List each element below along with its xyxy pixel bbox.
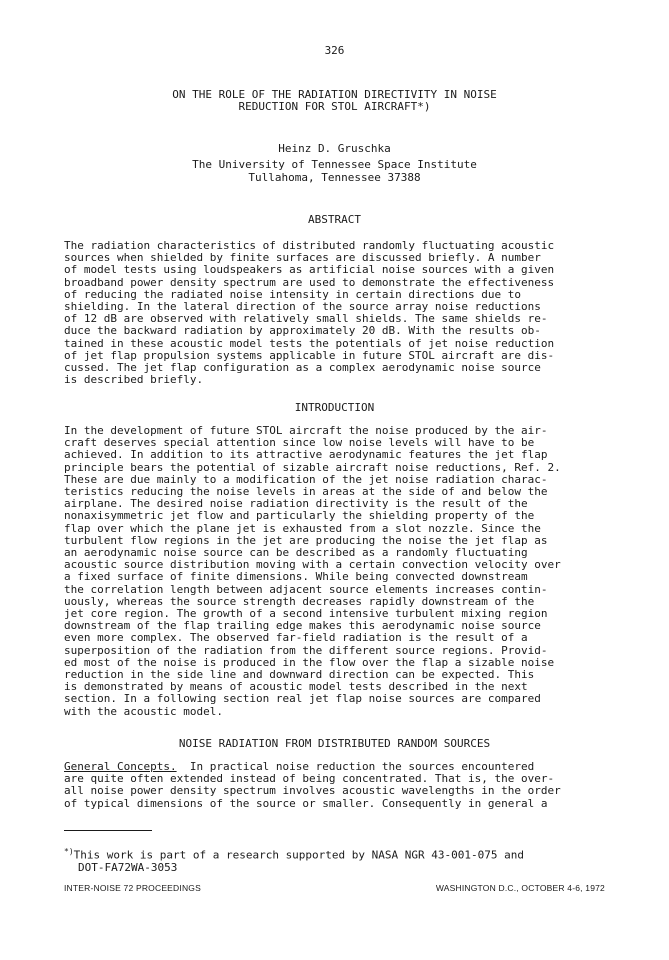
- introduction-line: section. In a following section real jet flap noise sources are compared: [64, 693, 541, 706]
- abstract-line: of 12 dB are observed with relatively small shields. The same shields re-: [64, 313, 548, 326]
- introduction-line: airplane. The desired noise radiation directivity is the result of the: [64, 498, 528, 511]
- introduction-line: even more complex. The observed far-field radiation is the result of a: [64, 632, 528, 645]
- abstract-line: of model tests using loudspeakers as artificial noise sources with a given: [64, 264, 555, 277]
- abstract-line: broadband power density spectrum are used to demonstrate the effectiveness: [64, 276, 555, 289]
- abstract-line: tained in these acoustic model tests the potentials of jet noise reduction: [64, 337, 555, 350]
- section-first-line-rest: In practical noise reduction the sources encountered: [176, 761, 535, 773]
- introduction-line: reduction in the side line and downward direction can be expected. This: [64, 669, 535, 682]
- page-number: 326: [324, 44, 345, 57]
- footnote-marker: *): [64, 847, 74, 856]
- abstract-line: of reducing the radiated noise intensity in certain directions due to: [64, 288, 521, 301]
- introduction-line: an aerodynamic noise source can be described as a randomly fluctuating: [64, 547, 528, 560]
- section-line: of typical dimensions of the source or smaller. Consequently in general a: [64, 797, 548, 810]
- introduction-line: is demonstrated by means of acoustic model tests described in the next: [64, 681, 528, 694]
- section-line: are quite often extended instead of being concentrated. That is, the over-: [64, 773, 555, 786]
- footnote-line-2: DOT-FA72WA-3053: [78, 860, 178, 874]
- paper-title-line-1: ON THE ROLE OF THE RADIATION DIRECTIVITY IN NOISE: [172, 88, 497, 101]
- section-body: [64, 761, 604, 810]
- abstract-line: shielding. In the lateral direction of the source array noise reductions: [64, 301, 541, 314]
- introduction-line: teristics reducing the noise levels in areas at the side of and below the: [64, 486, 548, 499]
- abstract-line: cussed. The jet flap configuration as a complex aerodynamic noise source: [64, 362, 541, 375]
- introduction-line: downstream of the flap trailing edge makes this aerodynamic noise source: [64, 620, 541, 633]
- footnote: [64, 846, 524, 874]
- abstract-line: sources when shielded by finite surfaces are discussed briefly. A number: [64, 252, 541, 265]
- abstract-line: The radiation characteristics of distributed randomly fluctuating acoustic: [64, 240, 555, 252]
- introduction-line: principle bears the potential of sizable aircraft noise reductions, Ref. 2.: [64, 461, 561, 474]
- abstract-line: of jet flap propulsion systems applicable in future STOL aircraft are dis-: [64, 349, 555, 362]
- footnote-line-1: This work is part of a research supported by NASA NGR 43-001-075 and: [73, 848, 524, 862]
- abstract-body: [64, 240, 604, 386]
- introduction-line: acoustic source distribution moving with a certain convection velocity over: [64, 559, 561, 572]
- abstract-heading: ABSTRACT: [308, 213, 361, 226]
- author-affiliation: The University of Tennessee Space Institute: [192, 158, 477, 171]
- section-lines: [64, 773, 604, 810]
- paper-title-line-2: REDUCTION FOR STOL AIRCRAFT*): [238, 100, 431, 113]
- introduction-line: the correlation length between adjacent source elements increases contin-: [64, 583, 548, 596]
- introduction-line: craft deserves special attention since low noise levels will have to be: [64, 437, 535, 450]
- abstract-line: duce the backward radiation by approximately 20 dB. With the results ob-: [64, 325, 541, 338]
- section-first-line: [64, 761, 604, 773]
- introduction-line: achieved. In addition to its attractive aerodynamic features the jet flap: [64, 449, 548, 462]
- introduction-line: jet core region. The growth of a second intensive turbulent mixing region: [64, 608, 548, 621]
- footnote-rule: [64, 830, 152, 831]
- introduction-line: uously, whereas the source strength decreases rapidly downstream of the: [64, 595, 535, 608]
- introduction-body: [64, 425, 604, 718]
- introduction-line: a fixed surface of finite dimensions. While being convected downstream: [64, 571, 528, 584]
- subsection-heading: General Concepts.: [64, 761, 177, 773]
- introduction-line: turbulent flow regions in the jet are producing the noise the jet flap as: [64, 534, 548, 547]
- introduction-line: In the development of future STOL aircraft the noise produced by the air-: [64, 425, 548, 437]
- author-address: Tullahoma, Tennessee 37388: [248, 171, 421, 184]
- footer-right: WASHINGTON D.C., OCTOBER 4-6, 1972: [435, 883, 605, 893]
- introduction-heading: INTRODUCTION: [294, 401, 375, 414]
- footer-left: INTER-NOISE 72 PROCEEDINGS: [64, 883, 201, 893]
- introduction-line: ed most of the noise is produced in the flow over the flap a sizable noise: [64, 656, 555, 669]
- introduction-line: superposition of the radiation from the different source regions. Provid-: [64, 644, 548, 657]
- section-line: all noise power density spectrum involves acoustic wavelengths in the order: [64, 785, 561, 798]
- introduction-line: nonaxisymmetric jet flow and particularly the shielding property of the: [64, 510, 535, 523]
- introduction-line: flap over which the plane jet is exhausted from a slot nozzle. Since the: [64, 522, 541, 535]
- introduction-line: These are due mainly to a modification of the jet noise radiation charac-: [64, 473, 548, 486]
- section-heading: NOISE RADIATION FROM DISTRIBUTED RANDOM SOURCES: [178, 737, 491, 750]
- introduction-line: with the acoustic model.: [64, 705, 223, 718]
- author-name: Heinz D. Gruschka: [278, 142, 391, 155]
- abstract-line: is described briefly.: [64, 374, 204, 387]
